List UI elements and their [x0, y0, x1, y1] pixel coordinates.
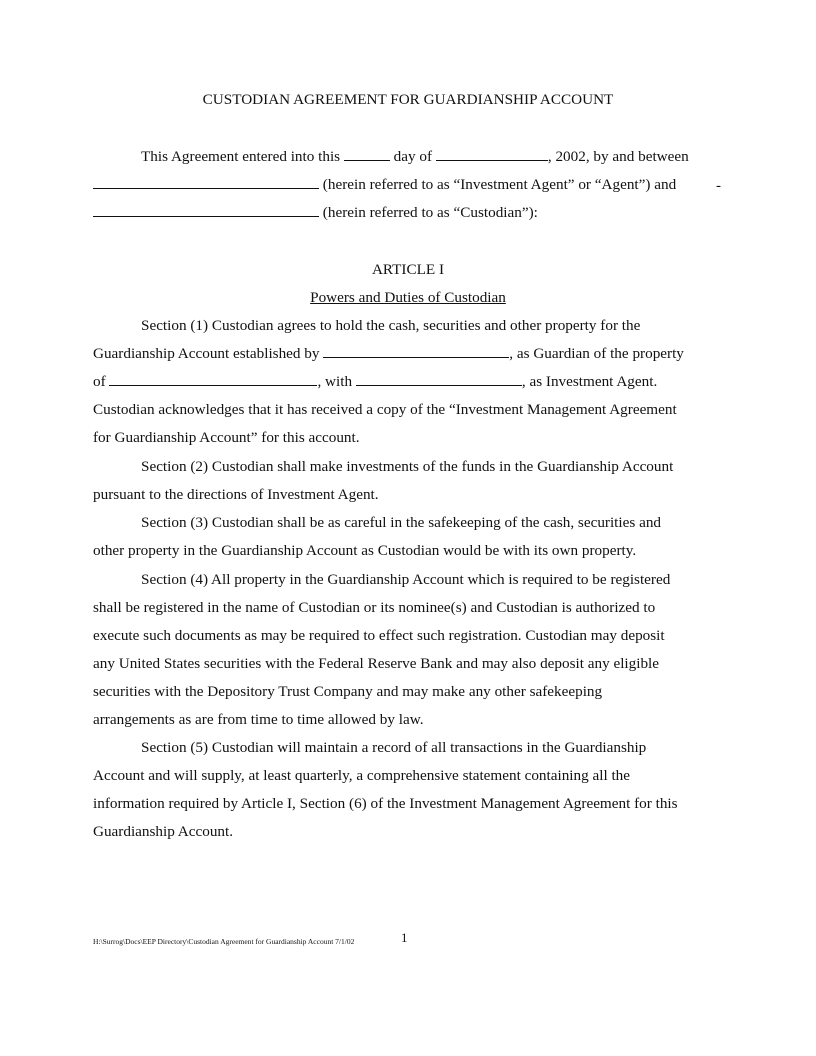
stray-mark: -: [716, 178, 721, 194]
s1-line-5: for Guardianship Account” for this account.: [93, 429, 360, 446]
s1-line-3: [93, 372, 657, 392]
s1-line-4: Custodian acknowledges that it has received a copy of the “Investment Management Agreement: [93, 401, 677, 418]
s1-line-2: [93, 344, 684, 364]
s4-line-4: any United States securities with the Federal Reserve Bank and may also deposit any eligible: [93, 655, 660, 672]
s1-text-a: Guardianship Account established by: [93, 345, 320, 362]
s1-text-d: , with: [317, 373, 353, 390]
intro-text-agent: (herein referred to as “Investment Agent” or “Agent”) and: [322, 176, 677, 193]
s1-line-1: Section (1) Custodian agrees to hold the cash, securities and other property for the: [141, 317, 641, 334]
day-blank: [344, 147, 390, 161]
intro-line-2: [93, 175, 676, 195]
s5-line-4: Guardianship Account.: [93, 823, 234, 840]
s1-text-c: of: [93, 373, 106, 390]
s5-line-3: information required by Article I, Section (6) of the Investment Management Agreement for this: [93, 795, 678, 812]
s4-line-1: Section (4) All property in the Guardianship Account which is required to be registered: [141, 571, 671, 588]
s2-line-2: pursuant to the directions of Investment Agent.: [93, 486, 379, 503]
s1-text-b: , as Guardian of the property: [509, 345, 684, 362]
s5-line-2: Account and will supply, at least quarterly, a comprehensive statement containing all the: [93, 767, 631, 784]
document-title: CUSTODIAN AGREEMENT FOR GUARDIANSHIP ACCOUNT: [202, 91, 614, 108]
article-subheading: Powers and Duties of Custodian: [310, 289, 506, 306]
article-heading: ARTICLE I: [371, 261, 445, 278]
s3-line-1: Section (3) Custodian shall be as careful in the safekeeping of the cash, securities and: [141, 514, 662, 531]
s1-text-e: , as Investment Agent.: [521, 373, 658, 390]
month-blank: [436, 147, 548, 161]
intro-text-a: This Agreement entered into this: [141, 148, 341, 165]
s4-line-3: execute such documents as may be required to effect such registration. Custodian may deposit: [93, 627, 665, 644]
article-subheading-wrap: [0, 288, 816, 308]
intro-line-3: [93, 203, 538, 223]
s4-line-6: arrangements as are from time to time allowed by law.: [93, 711, 424, 728]
property-of-blank: [109, 372, 317, 386]
investment-agent-blank: [93, 175, 319, 189]
with-blank: [356, 372, 522, 386]
guardian-blank: [323, 344, 509, 358]
intro-text-b: day of: [393, 148, 433, 165]
s4-line-5: securities with the Depository Trust Company and may make any other safekeeping: [93, 683, 603, 700]
intro-line-1: [141, 147, 689, 167]
s4-line-2: shall be registered in the name of Custodian or its nominee(s) and Custodian is authorized to: [93, 599, 656, 616]
s3-line-2: other property in the Guardianship Account as Custodian would be with its own property.: [93, 542, 637, 559]
intro-text-custodian: (herein referred to as “Custodian”):: [322, 204, 538, 221]
custodian-blank: [93, 203, 319, 217]
s2-line-1: Section (2) Custodian shall make investments of the funds in the Guardianship Account: [141, 458, 674, 475]
page-number: 1: [401, 930, 408, 945]
intro-text-c: , 2002, by and between: [547, 148, 689, 165]
s5-line-1: Section (5) Custodian will maintain a record of all transactions in the Guardianship: [141, 739, 647, 756]
footer-file-path: H:\Surrog\Docs\EEP Directory\Custodian Agreement for Guardianship Account 7/1/02: [93, 937, 355, 946]
